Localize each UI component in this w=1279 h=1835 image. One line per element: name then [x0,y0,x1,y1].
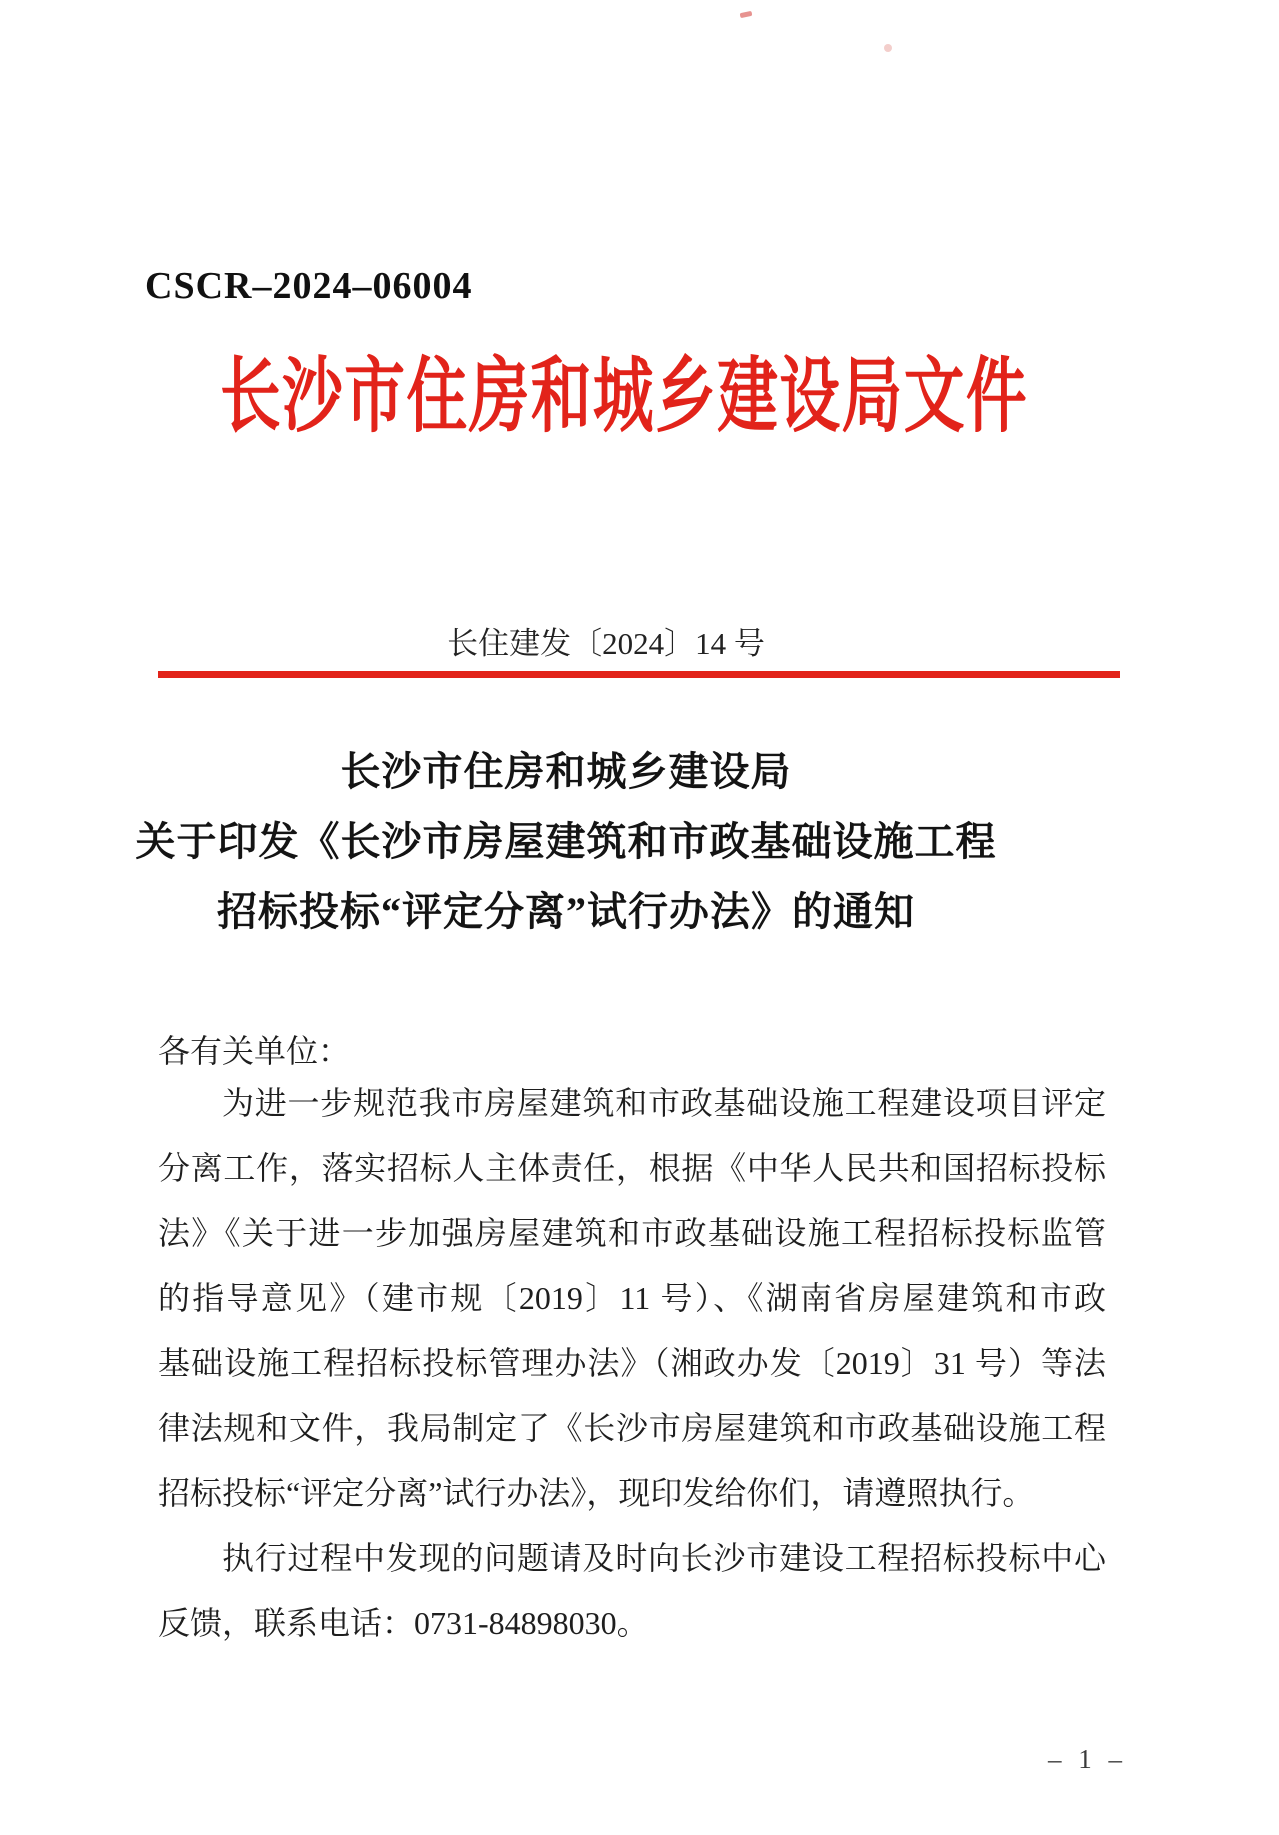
body-line: 反馈，联系电话：0731-84898030。 [158,1605,649,1641]
body-line: 为进一步规范我市房屋建筑和市政基础设施工程建设项目评定 [222,1085,1106,1121]
notice-title-line: 关于印发《长沙市房屋建筑和市政基础设施工程 [135,819,997,864]
agency-banner [158,346,1118,449]
red-divider-line [158,671,1120,678]
body-line: 执行过程中发现的问题请及时向长沙市建设工程招标投标中心 [222,1540,1106,1576]
scan-speck [740,11,753,18]
scan-speck [884,44,892,52]
notice-title [86,737,1046,947]
notice-title-line: 长沙市住房和城乡建设局 [340,749,792,794]
notice-title-line: 招标投标“评定分离”试行办法》的通知 [217,889,915,934]
page-number: – 1 – [1048,1744,1127,1774]
document-number: 长住建发〔2024〕14 号 [447,626,765,661]
body-text [158,1071,1106,1656]
agency-banner-text: 长沙市住房和城乡建设局文件 [219,351,1029,442]
body-line: 招标投标“评定分离”试行办法》，现印发给你们，请遵照执行。 [158,1475,1035,1511]
salutation: 各有关单位： [158,1033,351,1069]
body-line: 律法规和文件，我局制定了《长沙市房屋建筑和市政基础设施工程 [158,1410,1106,1446]
document-code: CSCR–2024–06004 [145,265,473,307]
body-line: 的指导意见》（建市规〔2019〕11 号）、《湖南省房屋建筑和市政 [158,1280,1106,1316]
body-line: 法》《关于进一步加强房屋建筑和市政基础设施工程招标投标监管 [158,1215,1106,1251]
body-line: 分离工作，落实招标人主体责任，根据《中华人民共和国招标投标 [158,1150,1106,1186]
body-line: 基础设施工程招标投标管理办法》（湘政办发〔2019〕31 号）等法 [158,1345,1106,1381]
